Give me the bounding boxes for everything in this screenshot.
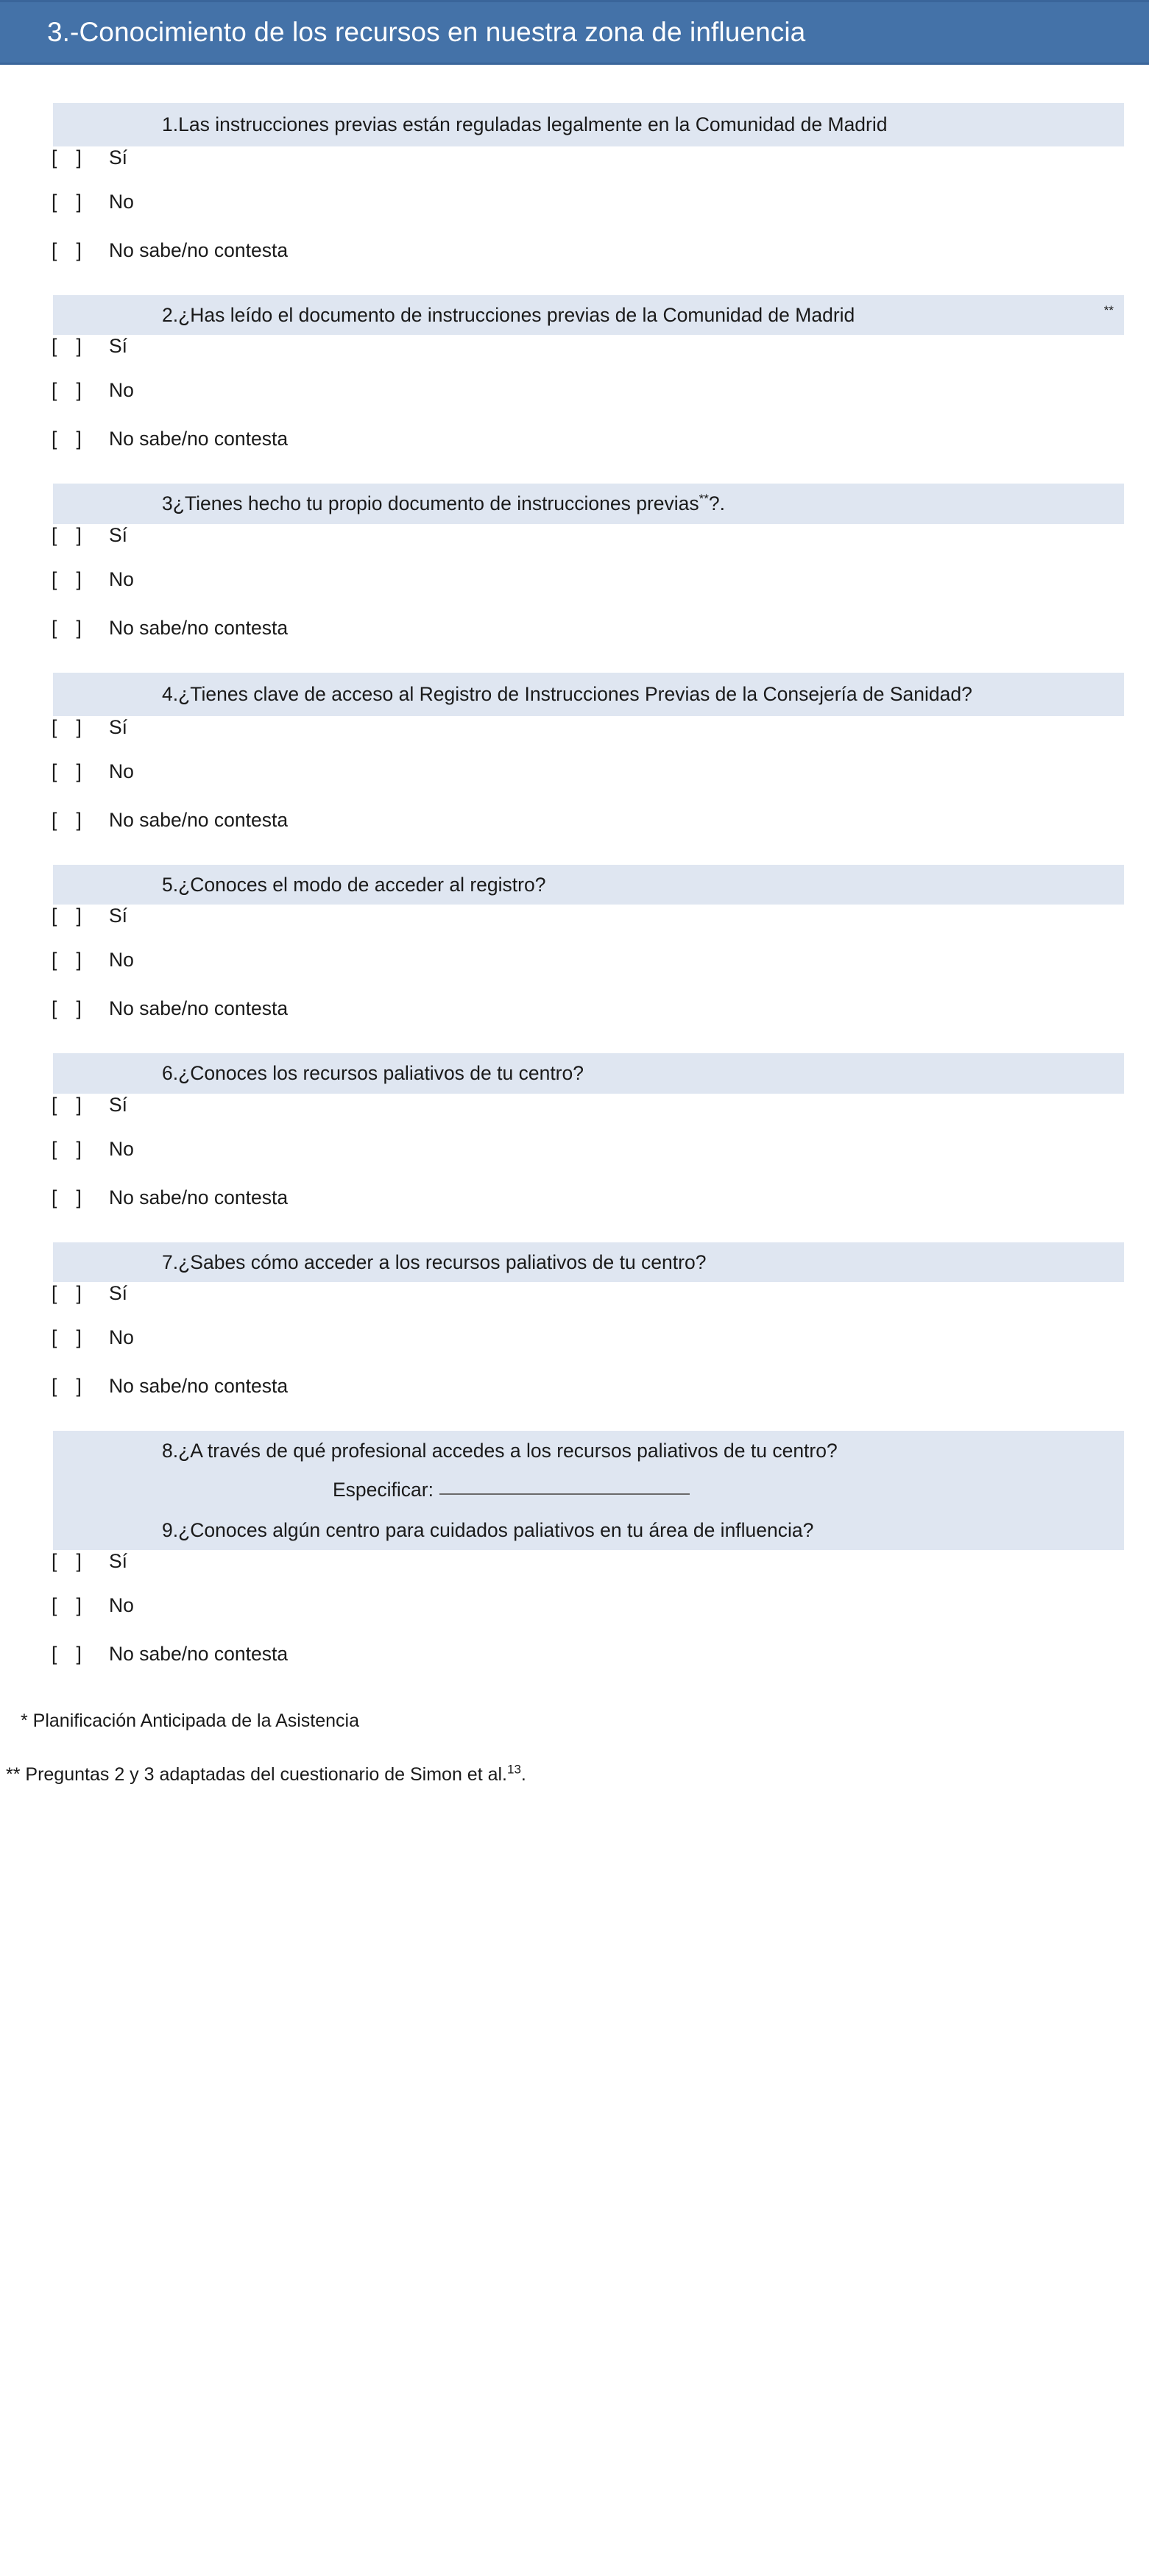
question-4-text: 4.¿Tienes clave de acceso al Registro de Instrucciones Previas de la Consejería de Sanidad? (162, 682, 972, 705)
question-2-body: 2.¿Has leído el documento de instrucciones previas de la Comunidad de Madrid (162, 303, 855, 326)
footnote-two-text: ** Preguntas 2 y 3 adaptadas del cuestionario de Simon et al. (6, 1764, 507, 1786)
checkbox-icon[interactable]: [ ] (52, 1643, 82, 1666)
option-label: No sabe/no contesta (109, 997, 289, 1020)
specify-input[interactable] (439, 1493, 690, 1495)
checkbox-icon[interactable]: [ ] (52, 1326, 82, 1349)
question-3-tail: ?. (708, 492, 725, 515)
option-label: Sí (109, 1093, 128, 1116)
question-3-option-yes[interactable] (0, 524, 1149, 568)
section-header (0, 0, 1149, 65)
footnote-one: * Planificación Anticipada de la Asistencia (21, 1710, 360, 1732)
option-label: No (109, 1137, 134, 1160)
checkbox-icon[interactable]: [ ] (52, 1093, 82, 1116)
question-3-superscript: ** (699, 492, 709, 506)
option-label: No (109, 1594, 134, 1617)
question-9-option-no[interactable] (0, 1594, 1149, 1643)
question-3-option-dk[interactable] (0, 617, 1149, 665)
question-5-option-no[interactable] (0, 949, 1149, 997)
option-label: No (109, 1326, 134, 1349)
checkbox-icon[interactable]: [ ] (52, 146, 82, 169)
checkbox-icon[interactable]: [ ] (52, 808, 82, 831)
option-label: Sí (109, 523, 128, 546)
option-label: No sabe/no contesta (109, 616, 289, 639)
question-6-text: 6.¿Conoces los recursos paliativos de tu centro? (162, 1062, 584, 1085)
option-label: Sí (109, 905, 128, 927)
question-1-option-yes[interactable] (0, 146, 1149, 191)
checkbox-icon[interactable]: [ ] (52, 238, 82, 261)
question-1-text: 1.Las instrucciones previas están reguladas legalmente en la Comunidad de Madrid (162, 113, 888, 136)
checkbox-icon[interactable]: [ ] (52, 1186, 82, 1209)
spacer (0, 665, 1149, 673)
spacer (0, 1423, 1149, 1431)
question-3-text (162, 490, 1109, 517)
option-label: No sabe/no contesta (109, 428, 289, 450)
checkbox-icon[interactable]: [ ] (52, 616, 82, 639)
spacer (0, 288, 1149, 295)
question-2-option-no[interactable] (0, 379, 1149, 428)
checkbox-icon[interactable]: [ ] (52, 335, 82, 358)
question-9-option-dk[interactable] (0, 1643, 1149, 1691)
question-2-text (162, 302, 1114, 329)
question-6-option-no[interactable] (0, 1138, 1149, 1186)
question-2-option-dk[interactable] (0, 428, 1149, 476)
option-label: No (109, 760, 134, 782)
option-label: Sí (109, 335, 128, 358)
option-label: Sí (109, 1550, 128, 1573)
spacer (0, 1235, 1149, 1242)
question-5 (53, 865, 1124, 905)
question-1-option-dk[interactable] (0, 239, 1149, 288)
spacer (0, 1046, 1149, 1053)
question-8-specify-row (53, 1471, 1124, 1510)
question-4-option-dk[interactable] (0, 809, 1149, 857)
checkbox-icon[interactable]: [ ] (52, 190, 82, 213)
question-5-text: 5.¿Conoces el modo de acceder al registro? (162, 873, 546, 896)
option-label: Sí (109, 146, 128, 169)
question-2 (53, 295, 1124, 336)
option-label: No sabe/no contesta (109, 238, 289, 261)
option-label: Sí (109, 1282, 128, 1305)
option-label: No (109, 379, 134, 402)
option-label: No sabe/no contesta (109, 808, 289, 831)
checkbox-icon[interactable]: [ ] (52, 1137, 82, 1160)
checkbox-icon[interactable]: [ ] (52, 997, 82, 1020)
checkbox-icon[interactable]: [ ] (52, 1594, 82, 1617)
option-label: No (109, 949, 134, 972)
question-7-option-dk[interactable] (0, 1375, 1149, 1423)
option-label: Sí (109, 715, 128, 738)
spacer (0, 857, 1149, 865)
question-2-option-yes[interactable] (0, 335, 1149, 379)
question-4-option-no[interactable] (0, 760, 1149, 809)
checkbox-icon[interactable]: [ ] (52, 760, 82, 782)
option-label: No sabe/no contesta (109, 1186, 289, 1209)
question-4 (53, 673, 1124, 716)
question-3-body: 3¿Tienes hecho tu propio documento de instrucciones previas (162, 492, 699, 515)
specify-label: Especificar: (333, 1478, 434, 1501)
question-9 (53, 1510, 1124, 1551)
question-8-text: 8.¿A través de qué profesional accedes a los recursos paliativos de tu centro? (162, 1440, 838, 1462)
checkbox-icon[interactable]: [ ] (52, 905, 82, 927)
question-7-option-no[interactable] (0, 1326, 1149, 1375)
question-7-text: 7.¿Sabes cómo acceder a los recursos paliativos de tu centro? (162, 1250, 707, 1273)
checkbox-icon[interactable]: [ ] (52, 949, 82, 972)
question-6-option-yes[interactable] (0, 1094, 1149, 1138)
checkbox-icon[interactable]: [ ] (52, 1550, 82, 1573)
question-2-superscript: ** (1103, 302, 1114, 317)
footnote-two-period: . (520, 1764, 526, 1786)
option-label: No (109, 190, 134, 213)
question-4-option-yes[interactable] (0, 716, 1149, 760)
question-3 (53, 484, 1124, 524)
questionnaire-body (0, 65, 1149, 1786)
question-6 (53, 1053, 1124, 1094)
footnote-two (6, 1764, 1149, 1786)
checkbox-icon[interactable]: [ ] (52, 1375, 82, 1398)
spacer (0, 476, 1149, 484)
question-5-option-dk[interactable] (0, 997, 1149, 1046)
question-9-text: 9.¿Conoces algún centro para cuidados paliativos en tu área de influencia? (162, 1518, 814, 1541)
question-8 (53, 1431, 1124, 1471)
question-7 (53, 1242, 1124, 1283)
question-3-option-no[interactable] (0, 568, 1149, 617)
top-spacer (0, 65, 1149, 103)
question-1-option-no[interactable] (0, 191, 1149, 239)
question-5-option-yes[interactable] (0, 905, 1149, 949)
checkbox-icon[interactable]: [ ] (52, 567, 82, 590)
option-label: No sabe/no contesta (109, 1375, 289, 1398)
question-1 (53, 103, 1124, 146)
checkbox-icon[interactable]: [ ] (52, 1282, 82, 1305)
question-7-option-yes[interactable] (0, 1282, 1149, 1326)
option-label: No (109, 567, 134, 590)
footnote-two-superscript: 13 (507, 1762, 521, 1777)
option-label: No sabe/no contesta (109, 1643, 289, 1666)
question-9-option-yes[interactable] (0, 1550, 1149, 1594)
section-header-title: 3.-Conocimiento de los recursos en nuestra zona de influencia (47, 17, 806, 47)
specify-group (333, 1479, 690, 1501)
checkbox-icon[interactable]: [ ] (52, 379, 82, 402)
checkbox-icon[interactable]: [ ] (52, 428, 82, 450)
question-6-option-dk[interactable] (0, 1186, 1149, 1235)
checkbox-icon[interactable]: [ ] (52, 523, 82, 546)
checkbox-icon[interactable]: [ ] (52, 715, 82, 738)
